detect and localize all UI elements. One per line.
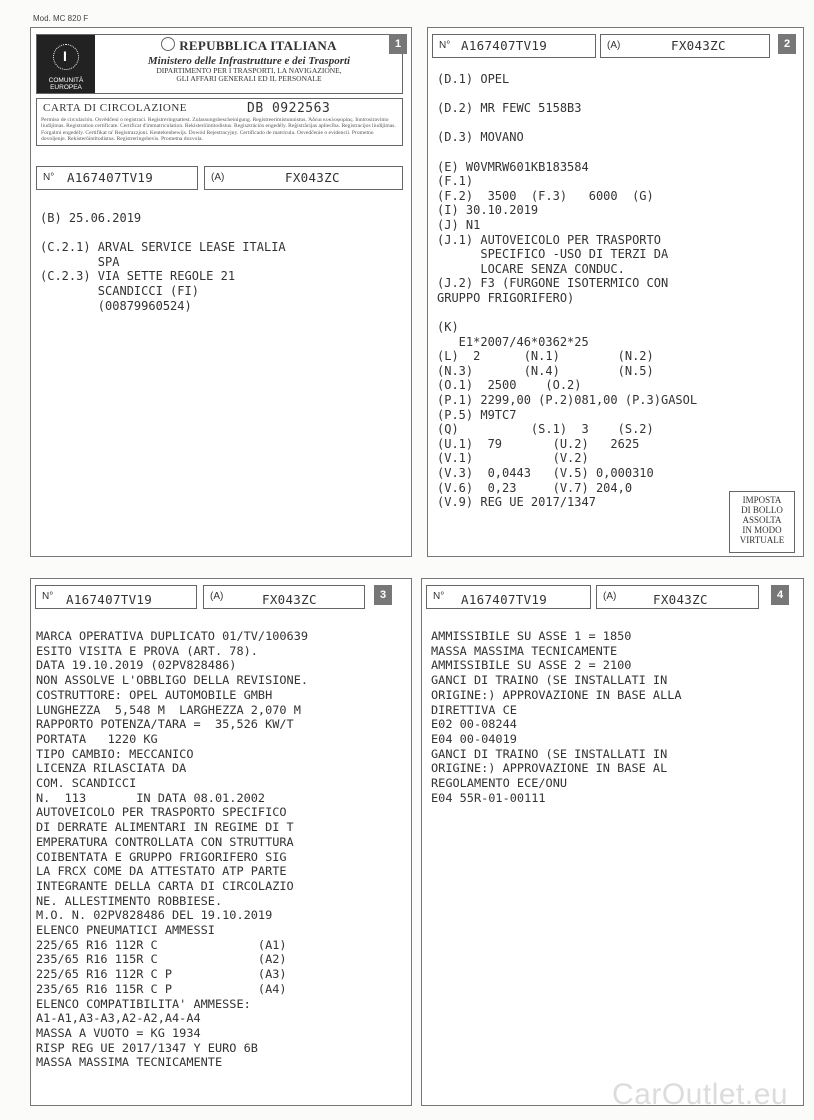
document-number-box: N° A167407TV19 [36,166,198,190]
header-box [36,34,403,94]
eu-label: COMUNITÀ EUROPEA [48,77,84,91]
plate-box: (A) FX043ZC [600,34,770,58]
plate-number: FX043ZC [285,170,340,185]
page-number-badge: 1 [389,34,407,54]
vehicle-fields: (D.1) OPEL (D.2) MR FEWC 5158B3 (D.3) MOVANO (E) W0VMRW601KB183584 (F.1) (F.2) 3500 (F.3) 6000 (G) (I) 30.10.2019 (J) N1 (J.1) AUTOVEICOLO PER TRASPORTO SPECIFICO -USO DI TERZI DA LOCARE SENZA CONDUC. (J.2) F3 (FURGONE ISOTERMICO CON GRUPPO FRIGORIFERO) (K) E1*2007/46*0362*25 (L) 2 (N.1) (N.2) (N.3) (N.4) (N.5) (O.1) 2500 (O.2) (P.1) 2299,00 (P.2)081,00 (P.3)GASOL (P.5) M9TC7 (Q) (S.1) 3 (S.2) (U.1) 79 (U.2) 2625 (V.1) (V.2) (V.3) 0,0443 (V.5) 0,000310 (V.6) 0,23 (V.7) 204,0 (V.9) REG UE 2017/1347 [437,72,698,510]
plate-number: FX043ZC [653,592,708,607]
emblem-icon [161,37,175,51]
ministry-name: Ministero delle Infrastrutture e dei Trasporti [147,55,351,67]
page-number-badge: 2 [778,34,796,54]
watermark: CarOutlet.eu [612,1078,789,1111]
department-line-2: GLI AFFARI GENERALI ED IL PERSONALE [176,74,322,83]
document-number: A167407TV19 [67,170,154,185]
card-label: CARTA DI CIRCOLAZIONE [43,102,188,114]
document-number: A167407TV19 [66,592,153,607]
document-number-box: N° A167407TV19 [432,34,596,58]
page-2-panel [427,27,804,557]
plate-number: FX043ZC [671,38,726,53]
notes-fields: MARCA OPERATIVA DUPLICATO 01/TV/100639 ESITO VISITA E PROVA (ART. 78). DATA 19.10.2019 (02PV828486) NON ASSOLVE L'OBBLIGO DELLA REVISIONE. COSTRUTTORE: OPEL AUTOMOBILE GMBH LUNGHEZZA 5,548 M LARGHEZZA 2,070 M RAPPORTO POTENZA/TARA = 35,526 KW/T PORTATA 1220 KG TIPO CAMBIO: MECCANICO LICENZA RILASCIATA DA COM. SCANDICCI N. 113 IN DATA 08.01.2002 AUTOVEICOLO PER TRASPORTO SPECIFICO DI DERRATE ALIMENTARI IN REGIME DI T EMPERATURA CONTROLLATA CON STRUTTURA COIBENTATA E GRUPPO FRIGORIFERO SIG LA FRCX COME DA ATTESTATO ATP PARTE INTEGRANTE DELLA CARTA DI CIRCOLAZIO NE. ALLESTIMENTO ROBBIESE. M.O. N. 02PV828486 DEL 19.10.2019 ELENCO PNEUMATICI AMMESSI 225/65 R16 112R C (A1) 235/65 R16 115R C (A2) 225/65 R16 112R C P (A3) 235/65 R16 115R C P (A4) ELENCO COMPATIBILITA' AMMESSE: A1-A1,A3-A3,A2-A2,A4-A4 MASSA A VUOTO = KG 1934 RISP REG UE 2017/1347 Y EURO 6B MASSA MASSIMA TECNICAMENTE [36,629,309,1070]
department-line-1: DIPARTIMENTO PER I TRASPORTI, LA NAVIGAZIONE, [156,66,342,75]
country-code-i: I [63,48,67,64]
document-number-box: N° A167407TV19 [426,585,591,609]
multilingual-text: Permiso de circulación. Osvědčení o registraci. Registreringsattest. Zulassungsbescheinigung. Registreerimistunnistus. Άδεια κυκλοφορίας. Inntrosiravimo liudijimas. Registration certificate. Certificat d'immatriculation. Rekisteröintitodistus. Regisztrációs engedély. Reģistrācijas apliecība. Registracijos liudijimas. Forgalmi engedély. Certifikat ta' Registrazzjoni. Kentekenbewijs. Dowód Rejestracyjny. Certificado de matrícula. Osvedčenie o evidencii. Prometno dovoljenje. Rekisteröintitodistus. Registreringsbevis. Prometna dozvola. [41,117,396,143]
card-number: DB 0922563 [247,101,331,116]
document-number: A167407TV19 [461,38,548,53]
notes-fields: AMMISSIBILE SU ASSE 1 = 1850 MASSA MASSIMA TECNICAMENTE AMMISSIBILE SU ASSE 2 = 2100 GANCI DI TRAINO (SE INSTALLATI IN ORIGINE:) APPROVAZIONE IN BASE ALLA DIRETTIVA CE E02 00-08244 E04 00-04019 GANCI DI TRAINO (SE INSTALLATI IN ORIGINE:) APPROVAZIONE IN BASE AL REGOLAMENTO ECE/ONU E04 55R-01-00111 [431,629,682,805]
page-number-badge: 4 [771,585,789,605]
page-3-panel [30,578,412,1106]
document-number-box: N° A167407TV19 [35,585,197,609]
eu-flag-logo [37,35,95,93]
page-1-panel [30,27,412,557]
form-model-label: Mod. MC 820 F [33,14,89,23]
republic-title: REPUBBLICA ITALIANA [99,37,399,54]
plate-box: (A) FX043ZC [203,585,365,609]
plate-box: (A) FX043ZC [204,166,403,190]
issuer-block [99,37,399,83]
plate-box: (A) FX043ZC [596,585,759,609]
registration-card-box [36,98,403,146]
page-4-panel [421,578,804,1106]
page-number-badge: 3 [374,585,392,605]
plate-number: FX043ZC [262,592,317,607]
document-number: A167407TV19 [461,592,548,607]
stamp-duty-box: IMPOSTA DI BOLLO ASSOLTA IN MODO VIRTUALE [729,491,795,553]
registration-fields: (B) 25.06.2019 (C.2.1) ARVAL SERVICE LEASE ITALIA SPA (C.2.3) VIA SETTE REGOLE 21 SCANDICCI (FI) (00879960524) [40,211,286,313]
